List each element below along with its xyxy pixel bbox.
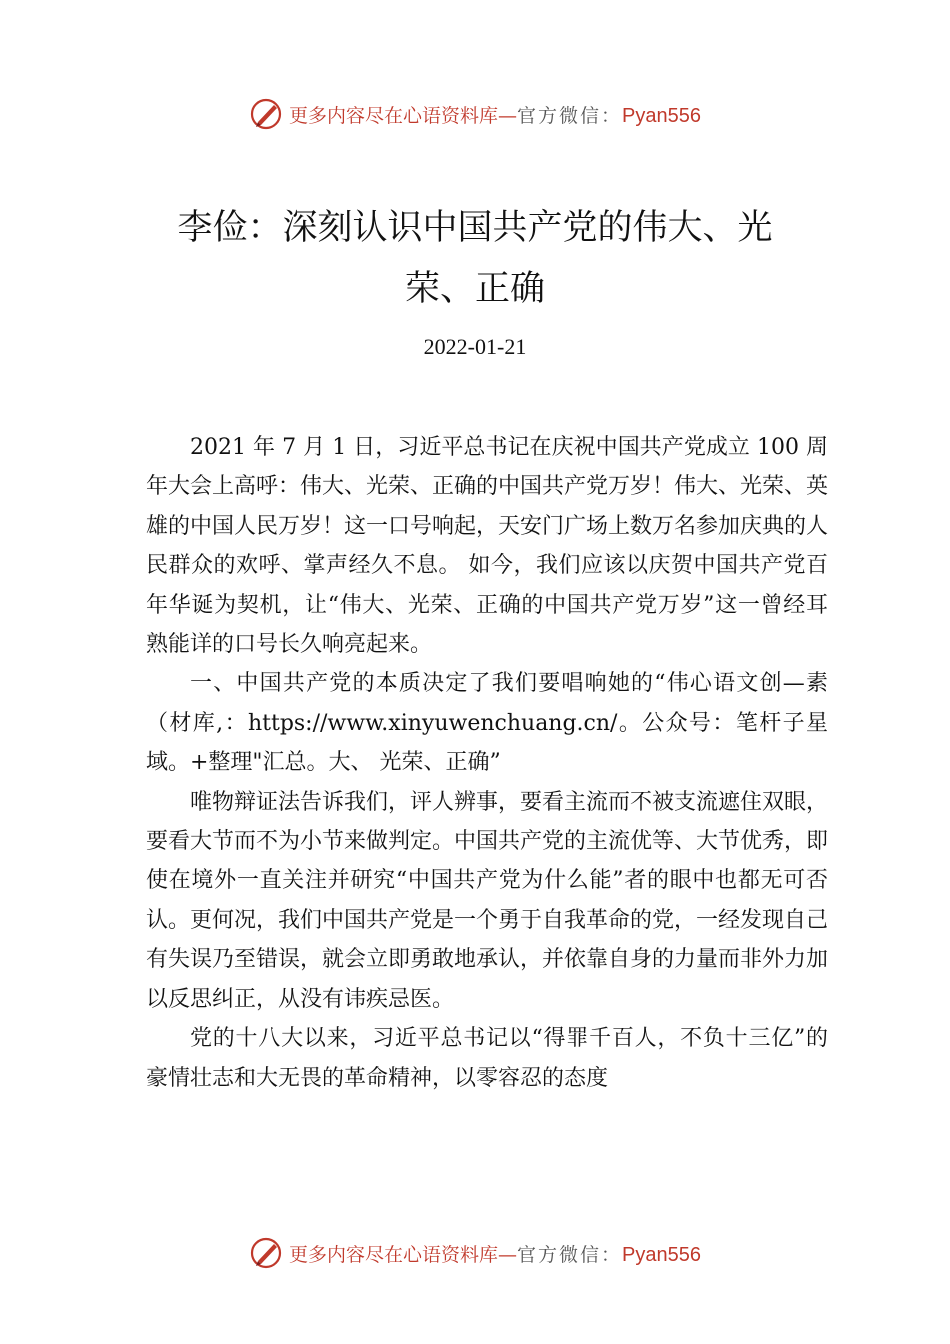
paragraph: 一、中国共产党的本质决定了我们要唱响她的“伟心语文创—素（材库,：https://www.xinyuwenchuang.cn/。公众号：笔杆子星域。+整理"汇总。大、 光荣、正确” (146, 671, 828, 776)
paragraph: 唯物辩证法告诉我们，评人辨事，要看主流而不被支流遮住双眼，要看大节而不为小节来做判定。中国共产党的主流优等、大节优秀，即使在境外一直关注并研究“中国共产党为什么能”者的眼中也都无可否认。更何况，我们中国共产党是一个勇于自我革命的党，一经发现自己有失误乃至错误，就会立即勇敢地承认，并依靠自身的力量而非外力加以反思纠正，从没有讳疾忌医。 (146, 789, 829, 1012)
banner-label: 官方微信： (517, 1243, 623, 1266)
paragraph: 党的十八大以来，习近平总书记以“得罪千百人，不负十三亿”的豪情壮志和大无畏的革命精神，以零容忍的态度 (146, 1026, 828, 1091)
paragraph: 2021 年 7 月 1 日，习近平总书记在庆祝中国共产党成立 100 周年大会上高呼：伟大、光荣、正确的中国共产党万岁！伟大、光荣、英雄的中国人民万岁！这一口号响起，天安门广场上数万名参加庆典的人民群众的欢呼、掌声经久不息。 如今，我们应该以庆贺中国共产党百年华诞为契机，让“伟大、光荣、正确的中国共产党万岁”这一曾经耳熟能详的口号长久响亮起来。 (146, 435, 829, 658)
banner-label: 官方微信： (517, 104, 623, 127)
article-date: 2022-01-21 (423, 334, 527, 359)
banner-text (289, 101, 701, 128)
banner-wechat-id: Pyan556 (622, 1243, 701, 1266)
header-banner (0, 94, 950, 134)
banner-wechat-id: Pyan556 (622, 104, 701, 127)
banner-dash: — (498, 104, 518, 127)
footer-banner (0, 1233, 950, 1273)
article-body (146, 428, 828, 1098)
banner-text (289, 1240, 701, 1267)
banner-main-text: 更多内容尽在心语资料库 (289, 1243, 499, 1266)
banner-dash: — (498, 1243, 518, 1266)
pen-logo-icon (249, 1235, 285, 1271)
pen-logo-icon (249, 96, 285, 132)
banner-main-text: 更多内容尽在心语资料库 (289, 104, 499, 127)
article-title: 李俭：深刻认识中国共产党的伟大、光荣、正确 (177, 208, 773, 309)
